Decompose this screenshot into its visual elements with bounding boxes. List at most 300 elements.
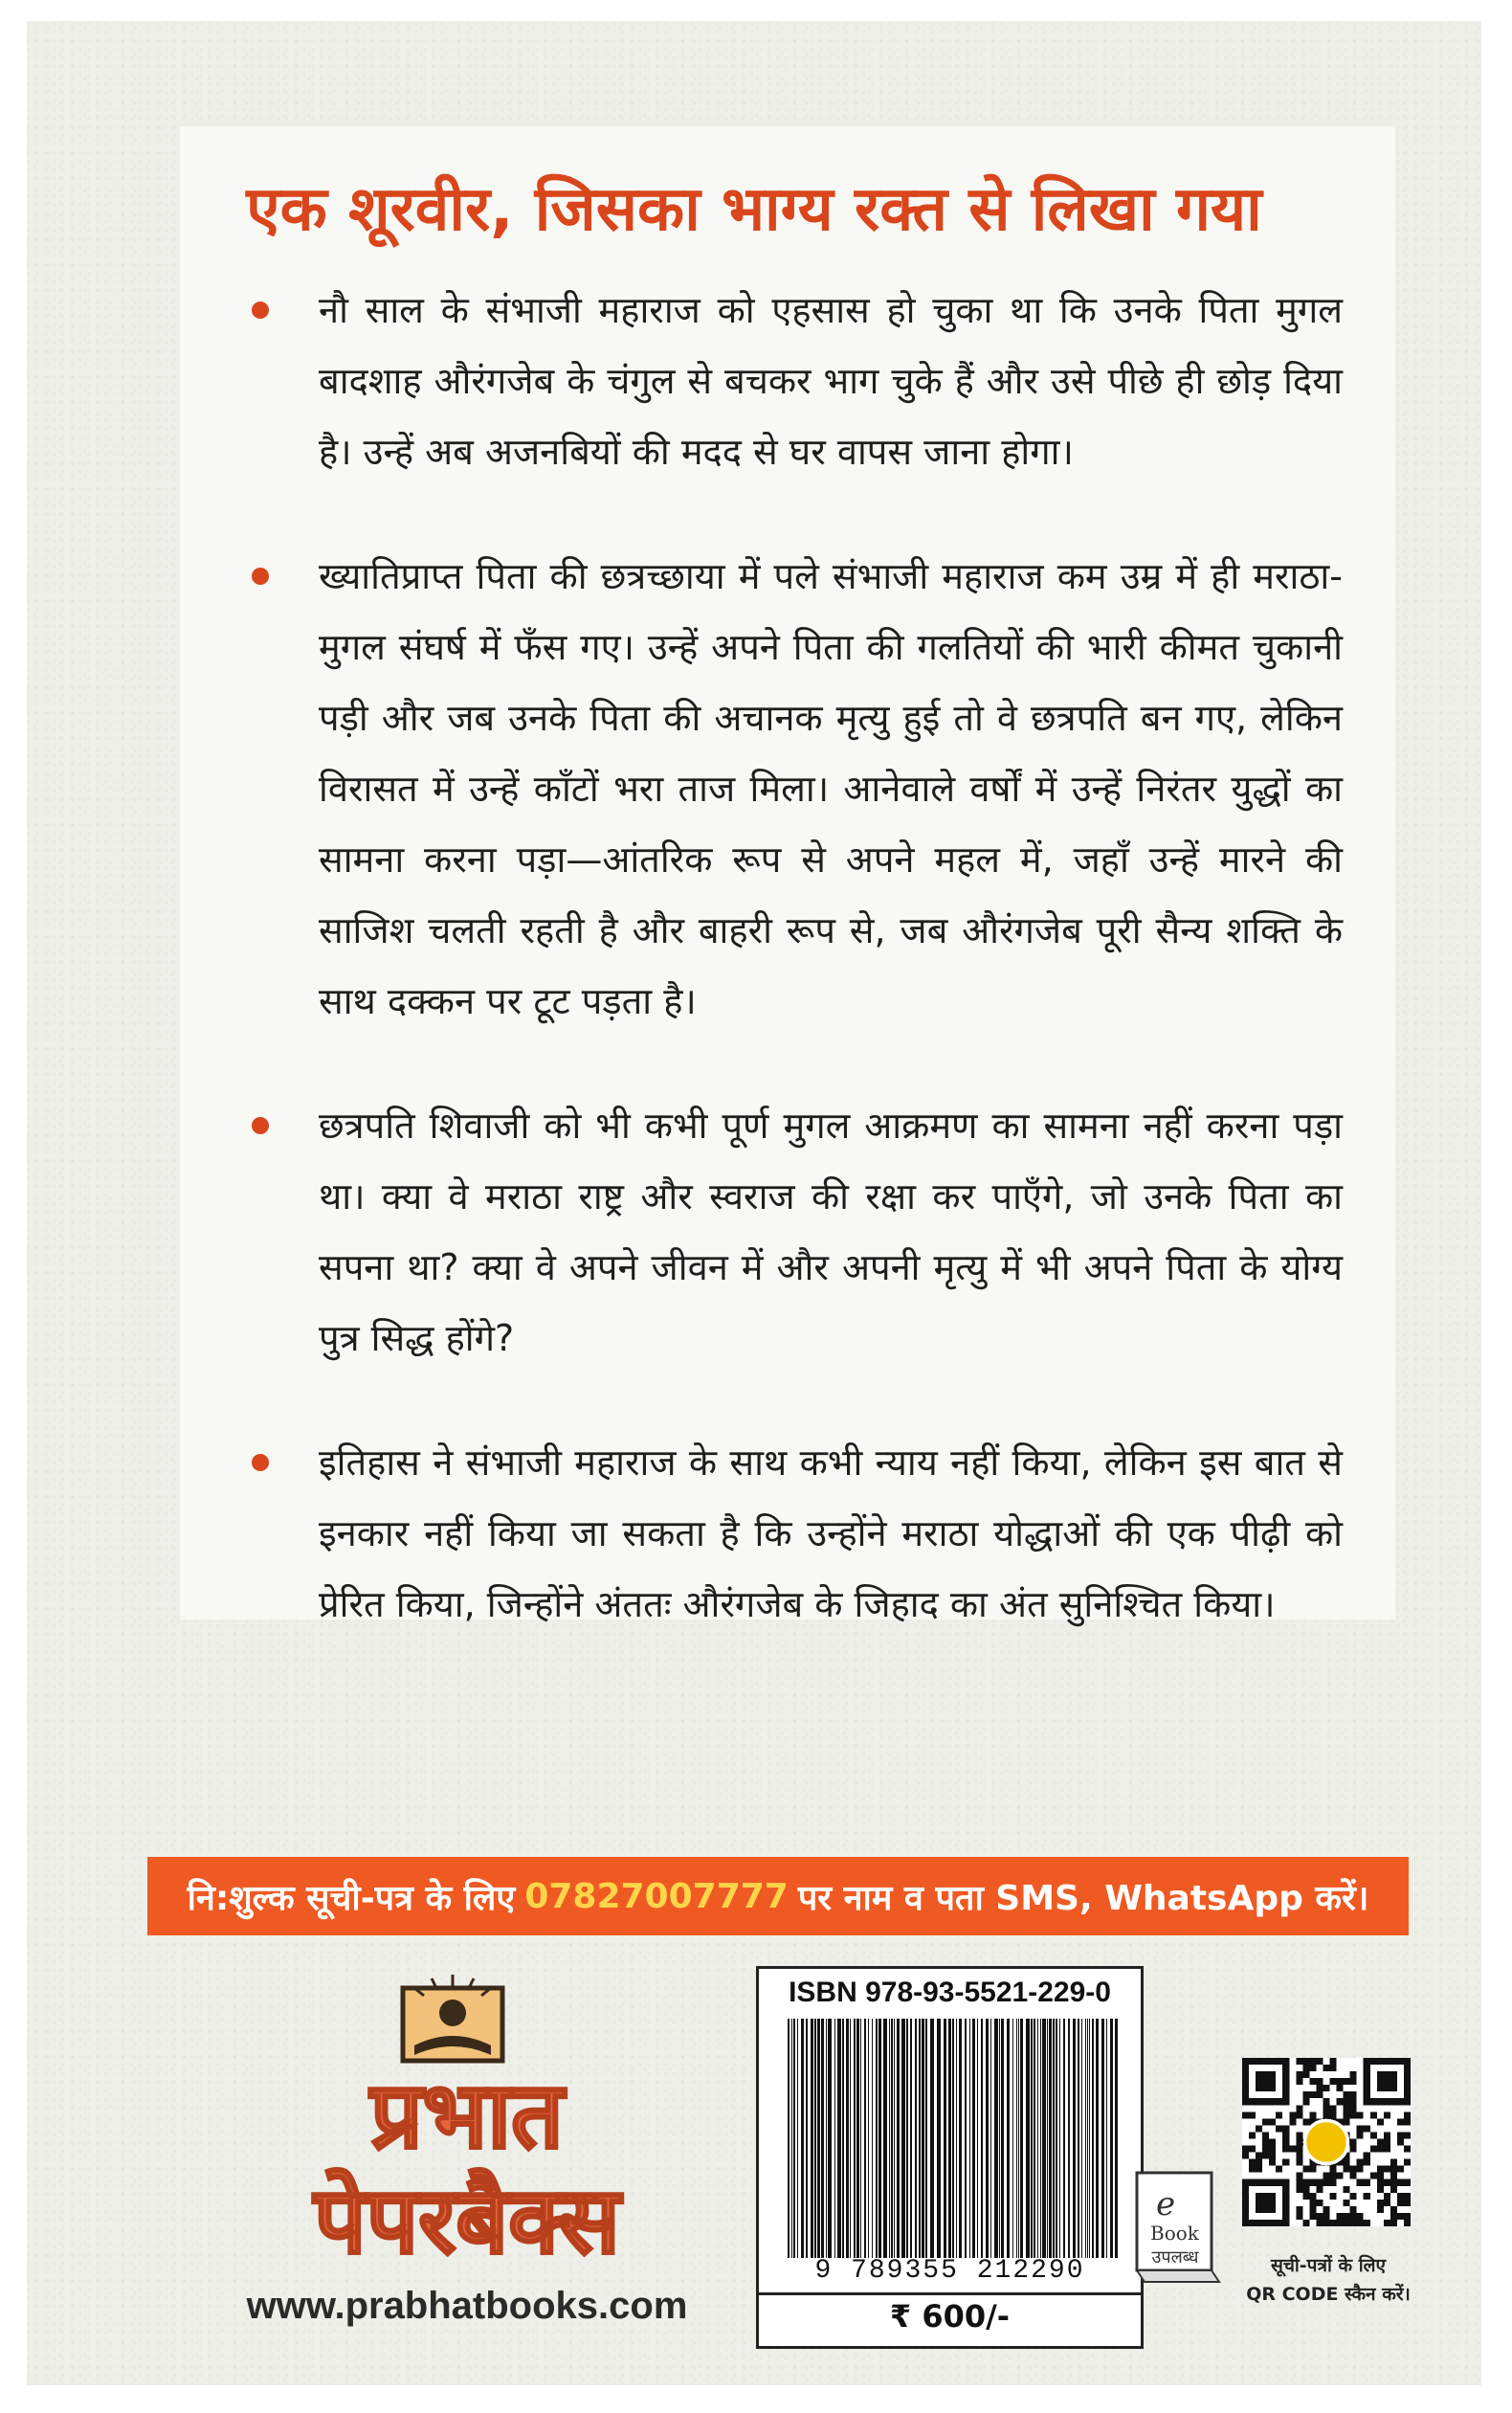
- qr-module: [1377, 2206, 1384, 2213]
- barcode-bar: [828, 2019, 832, 2258]
- qr-module: [1350, 2173, 1357, 2179]
- qr-module: [1357, 2159, 1364, 2166]
- barcode-bar: [860, 2019, 861, 2258]
- qr-module: [1377, 2200, 1384, 2206]
- bullet-dot-icon: [252, 1454, 269, 1471]
- qr-module: [1262, 2071, 1269, 2078]
- qr-module: [1282, 2071, 1289, 2078]
- barcode-bar: [1053, 2019, 1055, 2258]
- qr-module: [1262, 2085, 1269, 2091]
- qr-module: [1276, 2058, 1282, 2065]
- barcode-bar: [1059, 2019, 1060, 2258]
- qr-module: [1302, 2071, 1309, 2078]
- qr-module: [1344, 2091, 1350, 2098]
- qr-module: [1377, 2179, 1384, 2186]
- barcode-bar: [883, 2019, 887, 2258]
- qr-module: [1377, 2146, 1384, 2153]
- qr-module: [1390, 2058, 1397, 2065]
- barcode-bar: [876, 2019, 878, 2258]
- qr-module: [1309, 2200, 1316, 2206]
- qr-module: [1404, 2213, 1411, 2220]
- qr-module: [1404, 2200, 1411, 2206]
- qr-module: [1262, 2200, 1269, 2206]
- qr-module: [1242, 2098, 1249, 2105]
- qr-module: [1384, 2166, 1390, 2173]
- qr-module: [1344, 2118, 1350, 2125]
- qr-module: [1404, 2091, 1411, 2098]
- qr-module: [1364, 2159, 1370, 2166]
- qr-module: [1404, 2065, 1411, 2071]
- qr-module: [1330, 2078, 1337, 2085]
- qr-module: [1269, 2146, 1276, 2153]
- qr-module: [1242, 2091, 1249, 2098]
- catalog-promo-bar: [147, 1857, 1409, 1935]
- qr-module: [1282, 2186, 1289, 2193]
- qr-module: [1262, 2058, 1269, 2065]
- barcode-bar: [797, 2019, 798, 2258]
- qr-module: [1357, 2179, 1364, 2186]
- qr-module: [1370, 2146, 1377, 2153]
- qr-module: [1337, 2220, 1344, 2226]
- qr-module: [1344, 2078, 1350, 2085]
- barcode-bar: [891, 2019, 893, 2258]
- qr-module: [1404, 2132, 1411, 2138]
- qr-module: [1370, 2132, 1377, 2138]
- qr-module: [1323, 2085, 1329, 2091]
- ebook-available-badge: [1127, 2165, 1223, 2290]
- qr-module: [1384, 2078, 1390, 2085]
- blurb-item: [252, 275, 1343, 487]
- qr-module: [1330, 2179, 1337, 2186]
- qr-module: [1289, 2146, 1296, 2153]
- qr-module: [1384, 2111, 1390, 2118]
- qr-module: [1344, 2159, 1350, 2166]
- qr-module: [1337, 2213, 1344, 2220]
- blurb-list: [252, 275, 1343, 1693]
- qr-module: [1323, 2098, 1329, 2105]
- qr-module: [1330, 2058, 1337, 2065]
- qr-module: [1269, 2118, 1276, 2125]
- barcode-bar: [1034, 2019, 1035, 2258]
- qr-module: [1404, 2111, 1411, 2118]
- qr-module: [1404, 2085, 1411, 2091]
- qr-module: [1249, 2098, 1256, 2105]
- qr-module: [1269, 2071, 1276, 2078]
- qr-module: [1242, 2186, 1249, 2193]
- qr-module: [1364, 2179, 1370, 2186]
- barcode-bar: [814, 2019, 816, 2258]
- qr-module: [1276, 2179, 1282, 2186]
- barcode-digits: 9 789355 212290: [814, 2256, 1085, 2286]
- qr-module: [1404, 2179, 1411, 2186]
- qr-caption-line2: QR CODE स्कैन करें।: [1246, 2284, 1411, 2305]
- qr-module: [1249, 2179, 1256, 2186]
- qr-module: [1316, 2058, 1323, 2065]
- qr-module: [1282, 2125, 1289, 2132]
- barcode-bar: [850, 2019, 851, 2258]
- qr-module: [1390, 2085, 1397, 2091]
- barcode-bar: [842, 2019, 844, 2258]
- barcode-bar: [1007, 2019, 1010, 2258]
- qr-module: [1350, 2193, 1357, 2200]
- barcode-bar: [1056, 2019, 1057, 2258]
- qr-module: [1242, 2200, 1249, 2206]
- qr-module: [1282, 2098, 1289, 2105]
- qr-module: [1302, 2065, 1309, 2071]
- qr-module: [1249, 2111, 1256, 2118]
- barcode-bar: [994, 2019, 998, 2258]
- qr-module: [1302, 2091, 1309, 2098]
- qr-module: [1397, 2200, 1404, 2206]
- qr-module: [1296, 2071, 1302, 2078]
- qr-caption: [1213, 2251, 1443, 2309]
- qr-module: [1390, 2071, 1397, 2078]
- qr-module: [1269, 2138, 1276, 2145]
- qr-module: [1262, 2179, 1269, 2186]
- barcode-bar: [1063, 2019, 1065, 2258]
- qr-module: [1262, 2206, 1269, 2213]
- ebook-sub-label: उपलब्ध: [1151, 2247, 1199, 2268]
- barcode-bar: [1040, 2019, 1041, 2258]
- qr-module: [1242, 2213, 1249, 2220]
- qr-module: [1269, 2206, 1276, 2213]
- qr-module: [1344, 2111, 1350, 2118]
- qr-module: [1344, 2220, 1350, 2226]
- qr-module: [1276, 2125, 1282, 2132]
- qr-module: [1384, 2200, 1390, 2206]
- qr-caption-line1: सूची-पत्रों के लिए: [1270, 2255, 1387, 2276]
- barcode-bar: [977, 2019, 978, 2258]
- barcode-bar: [826, 2019, 827, 2258]
- qr-module: [1377, 2166, 1384, 2173]
- qr-module: [1242, 2179, 1249, 2186]
- barcode-bar: [1096, 2019, 1099, 2258]
- qr-module: [1323, 2206, 1329, 2213]
- qr-module: [1404, 2118, 1411, 2125]
- barcode-bar: [834, 2019, 835, 2258]
- headline: एक शूरवीर, जिसका भाग्य रक्त से लिखा गया: [246, 174, 1262, 245]
- barcode-bar: [1115, 2019, 1118, 2258]
- barcode-bar: [901, 2019, 905, 2258]
- qr-module: [1249, 2159, 1256, 2166]
- promo-text-after: पर नाम व पता SMS, WhatsApp करें।: [797, 1878, 1369, 1918]
- qr-module: [1242, 2085, 1249, 2091]
- qr-module: [1377, 2078, 1384, 2085]
- barcode-bar: [1001, 2019, 1004, 2258]
- qr-module: [1323, 2065, 1329, 2071]
- barcode-bar: [856, 2019, 859, 2258]
- qr-module: [1384, 2132, 1390, 2138]
- barcode-bar: [1026, 2019, 1030, 2258]
- barcode-bar: [894, 2019, 895, 2258]
- barcode-bar: [1012, 2019, 1013, 2258]
- qr-module: [1364, 2058, 1370, 2065]
- qr-module: [1262, 2132, 1269, 2138]
- qr-module: [1350, 2138, 1357, 2145]
- qr-module: [1302, 2058, 1309, 2065]
- qr-module: [1397, 2179, 1404, 2186]
- qr-module: [1330, 2193, 1337, 2200]
- qr-module: [1377, 2118, 1384, 2125]
- barcode-bar: [986, 2019, 989, 2258]
- qr-module: [1390, 2078, 1397, 2085]
- qr-module: [1364, 2065, 1370, 2071]
- barcode-bar: [910, 2019, 912, 2258]
- qr-module: [1364, 2091, 1370, 2098]
- qr-module: [1296, 2078, 1302, 2085]
- qr-module: [1282, 2132, 1289, 2138]
- qr-module: [1316, 2091, 1323, 2098]
- qr-module: [1296, 2153, 1302, 2159]
- qr-module: [1330, 2111, 1337, 2118]
- qr-module: [1316, 2220, 1323, 2226]
- blurb-item: [252, 1427, 1343, 1640]
- qr-module: [1350, 2213, 1357, 2220]
- qr-module: [1350, 2105, 1357, 2111]
- barcode-bar: [948, 2019, 951, 2258]
- qr-module: [1316, 2186, 1323, 2193]
- qr-module: [1262, 2153, 1269, 2159]
- qr-module: [1344, 2200, 1350, 2206]
- qr-module: [1316, 2085, 1323, 2091]
- qr-module: [1269, 2078, 1276, 2085]
- qr-module: [1262, 2138, 1269, 2145]
- barcode-bar: [1018, 2019, 1019, 2258]
- barcode-bar: [1031, 2019, 1033, 2258]
- qr-module: [1384, 2138, 1390, 2145]
- qr-module: [1344, 2213, 1350, 2220]
- qr-module: [1282, 2138, 1289, 2145]
- qr-module: [1390, 2186, 1397, 2193]
- qr-module: [1256, 2179, 1262, 2186]
- qr-module: [1370, 2058, 1377, 2065]
- barcode-bar: [1016, 2019, 1017, 2258]
- qr-module: [1256, 2078, 1262, 2085]
- qr-module: [1242, 2071, 1249, 2078]
- barcode-bar: [897, 2019, 900, 2258]
- qr-module: [1377, 2186, 1384, 2193]
- qr-module: [1390, 2173, 1397, 2179]
- barcode-box: [756, 1966, 1144, 2349]
- qr-module: [1384, 2085, 1390, 2091]
- qr-module: [1256, 2166, 1262, 2173]
- qr-module: [1282, 2213, 1289, 2220]
- barcode-bar: [1073, 2019, 1076, 2258]
- qr-module: [1282, 2193, 1289, 2200]
- qr-module: [1256, 2098, 1262, 2105]
- ebook-icon: [1127, 2165, 1223, 2290]
- qr-module: [1397, 2138, 1404, 2145]
- barcode-bars: [788, 2019, 1118, 2258]
- barcode-bar: [801, 2019, 804, 2258]
- qr-module: [1296, 2173, 1302, 2179]
- barcode-bar: [1089, 2019, 1090, 2258]
- qr-module: [1282, 2159, 1289, 2166]
- barcode-bar: [1049, 2019, 1052, 2258]
- qr-module: [1302, 2186, 1309, 2193]
- qr-module: [1364, 2098, 1370, 2105]
- qr-module: [1323, 2179, 1329, 2186]
- qr-module: [1337, 2078, 1344, 2085]
- qr-module: [1384, 2098, 1390, 2105]
- barcode-bar: [868, 2019, 869, 2258]
- barcode-bar: [788, 2019, 789, 2258]
- qr-module: [1330, 2220, 1337, 2226]
- qr-module: [1282, 2078, 1289, 2085]
- qr-module: [1350, 2166, 1357, 2173]
- publisher-name-line1: प्रभात: [370, 2062, 564, 2169]
- qr-module: [1296, 2111, 1302, 2118]
- qr-module: [1337, 2085, 1344, 2091]
- qr-module: [1316, 2078, 1323, 2085]
- qr-module: [1377, 2071, 1384, 2078]
- qr-module: [1397, 2132, 1404, 2138]
- blurb-text: छत्रपति शिवाजी को भी कभी पूर्ण मुगल आक्रमण का सामना नहीं करना पड़ा था। क्या वे मराठा राष्ट्र और स्वराज की रक्षा कर पाएँगे, जो उनके पिता का सपना था? क्या वे अपने जीवन में और अपनी मृत्यु में भी अपने पिता के योग्य पुत्र सिद्ध होंगे?: [319, 1105, 1343, 1359]
- qr-module: [1282, 2146, 1289, 2153]
- qr-module: [1242, 2220, 1249, 2226]
- isbn-label: ISBN 978-93-5521-229-0: [789, 1977, 1111, 2008]
- qr-module: [1370, 2111, 1377, 2118]
- qr-module: [1249, 2220, 1256, 2226]
- barcode-bar: [959, 2019, 962, 2258]
- qr-module: [1296, 2058, 1302, 2065]
- qr-module: [1296, 2213, 1302, 2220]
- qr-module: [1384, 2071, 1390, 2078]
- barcode-bar: [806, 2019, 808, 2258]
- bullet-dot-icon: [252, 568, 269, 585]
- book-back-cover: [27, 21, 1481, 2385]
- barcode-bar: [1092, 2019, 1094, 2258]
- qr-module: [1262, 2220, 1269, 2226]
- qr-module: [1390, 2098, 1397, 2105]
- qr-module: [1390, 2159, 1397, 2166]
- qr-module: [1309, 2179, 1316, 2186]
- qr-module: [1289, 2118, 1296, 2125]
- qr-module: [1256, 2071, 1262, 2078]
- barcode-bar: [811, 2019, 813, 2258]
- qr-module: [1350, 2206, 1357, 2213]
- barcode-bar: [1037, 2019, 1038, 2258]
- bullet-dot-icon: [252, 302, 269, 319]
- barcode-bar: [981, 2019, 983, 2258]
- blurb-text: इतिहास ने संभाजी महाराज के साथ कभी न्याय नहीं किया, लेकिन इस बात से इनकार नहीं किया जा सकता है कि उन्होंने मराठा योद्धाओं की एक पीढ़ी को प्रेरित किया, जिन्होंने अंततः औरंगजेब के जिहाद का अंत सुनिश्चित किया।: [319, 1441, 1343, 1625]
- qr-module: [1377, 2173, 1384, 2179]
- qr-module: [1249, 2166, 1256, 2173]
- qr-module: [1269, 2220, 1276, 2226]
- qr-module: [1262, 2098, 1269, 2105]
- qr-module: [1323, 2220, 1329, 2226]
- promo-phone-number: 07827007777: [524, 1876, 789, 1916]
- barcode-bar: [1110, 2019, 1113, 2258]
- qr-module: [1309, 2166, 1316, 2173]
- barcode-bar: [990, 2019, 991, 2258]
- qr-module: [1242, 2065, 1249, 2071]
- qr-module: [1357, 2111, 1364, 2118]
- qr-module: [1370, 2098, 1377, 2105]
- qr-module: [1282, 2065, 1289, 2071]
- qr-module: [1397, 2058, 1404, 2065]
- qr-module: [1296, 2138, 1302, 2145]
- qr-module: [1269, 2200, 1276, 2206]
- qr-module: [1282, 2206, 1289, 2213]
- qr-module: [1330, 2173, 1337, 2179]
- qr-module: [1242, 2078, 1249, 2085]
- qr-module: [1242, 2206, 1249, 2213]
- qr-module: [1289, 2111, 1296, 2118]
- barcode-bar: [956, 2019, 957, 2258]
- qr-module: [1404, 2159, 1411, 2166]
- qr-module: [1282, 2200, 1289, 2206]
- qr-module: [1404, 2071, 1411, 2078]
- qr-module: [1242, 2153, 1249, 2159]
- qr-module: [1242, 2058, 1249, 2065]
- qr-module: [1364, 2085, 1370, 2091]
- publisher-block: [180, 1964, 754, 2328]
- qr-module: [1404, 2193, 1411, 2200]
- price-label: ₹ 600/-: [889, 2298, 1011, 2335]
- qr-module: [1364, 2125, 1370, 2132]
- publisher-logo-icon: [376, 1969, 529, 2074]
- qr-module: [1296, 2159, 1302, 2166]
- qr-module: [1323, 2173, 1329, 2179]
- qr-module: [1390, 2213, 1397, 2220]
- qr-module: [1309, 2213, 1316, 2220]
- barcode-bar: [999, 2019, 1000, 2258]
- barcode-bar: [969, 2019, 970, 2258]
- qr-module: [1276, 2166, 1282, 2173]
- qr-module: [1269, 2098, 1276, 2105]
- qr-module: [1390, 2220, 1397, 2226]
- barcode-bar: [1087, 2019, 1088, 2258]
- qr-module: [1323, 2111, 1329, 2118]
- qr-module: [1350, 2146, 1357, 2153]
- qr-module: [1404, 2098, 1411, 2105]
- qr-module: [1350, 2078, 1357, 2085]
- qr-module: [1337, 2173, 1344, 2179]
- qr-module: [1350, 2091, 1357, 2098]
- bullet-dot-icon: [252, 1117, 269, 1134]
- qr-module: [1344, 2166, 1350, 2173]
- qr-module: [1390, 2206, 1397, 2213]
- qr-module: [1282, 2091, 1289, 2098]
- qr-module: [1262, 2078, 1269, 2085]
- qr-module: [1269, 2179, 1276, 2186]
- barcode-bar: [846, 2019, 849, 2258]
- qr-module: [1242, 2193, 1249, 2200]
- qr-module: [1397, 2213, 1404, 2220]
- qr-module: [1397, 2098, 1404, 2105]
- publisher-url: www.prabhatbooks.com: [246, 2285, 688, 2327]
- barcode-bar: [1020, 2019, 1023, 2258]
- qr-module: [1384, 2058, 1390, 2065]
- qr-module: [1384, 2220, 1390, 2226]
- barcode-bar: [793, 2019, 795, 2258]
- qr-center-logo: [1304, 2120, 1347, 2163]
- qr-module: [1269, 2193, 1276, 2200]
- qr-module: [1364, 2153, 1370, 2159]
- barcode-bar: [817, 2019, 820, 2258]
- qr-module: [1404, 2220, 1411, 2226]
- qr-module: [1377, 2085, 1384, 2091]
- barcode-bar: [864, 2019, 866, 2258]
- qr-module: [1370, 2173, 1377, 2179]
- qr-module: [1282, 2058, 1289, 2065]
- ebook-label: Book: [1150, 2222, 1199, 2245]
- qr-module: [1337, 2098, 1344, 2105]
- qr-module: [1364, 2071, 1370, 2078]
- barcode-bar: [915, 2019, 917, 2258]
- qr-module: [1296, 2206, 1302, 2213]
